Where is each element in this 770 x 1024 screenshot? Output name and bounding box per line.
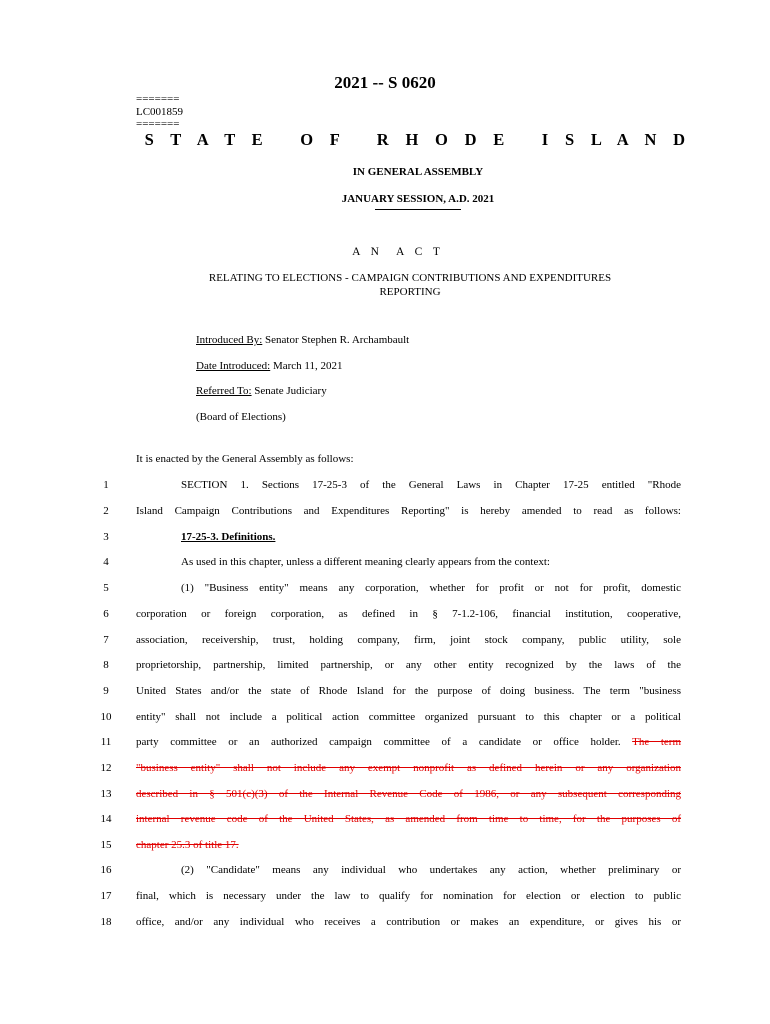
date-introduced-label: Date Introduced: <box>196 360 271 372</box>
board-note: (Board of Elections) <box>196 411 286 423</box>
bill-line <box>0 711 770 731</box>
bill-line <box>0 505 770 525</box>
relating-line-2: REPORTING <box>379 286 441 298</box>
line-text: association, receivership, trust, holding company, firm, joint stock company, public utility, sole <box>136 634 681 646</box>
line-text: (1) "Business entity" means any corporation, whether for profit or not for profit, domestic <box>181 582 681 594</box>
line-number: 14 <box>100 813 112 825</box>
assembly-heading: IN GENERAL ASSEMBLY <box>352 166 484 178</box>
line-text: proprietorship, partnership, limited partnership, or any other entity recognized by the laws of the <box>136 659 681 671</box>
line-number: 4 <box>103 556 109 568</box>
enacting-clause: It is enacted by the General Assembly as follows: <box>136 453 354 465</box>
line-text: office, and/or any individual who receives a contribution or makes an expenditure, or gives his or <box>136 916 681 928</box>
bill-line <box>0 762 770 782</box>
deleted-text: chapter 25.3 of title 17. <box>136 839 239 851</box>
line-text: Island Campaign Contributions and Expenditures Reporting" is hereby amended to read as follows: <box>136 505 681 517</box>
deleted-text: "business entity" shall not include any exempt nonprofit as defined herein or any organization <box>136 762 681 774</box>
referred-to-label: Referred To: <box>196 385 252 397</box>
line-number: 6 <box>103 608 109 620</box>
lc-rule-top: ======= <box>136 93 180 105</box>
line-number: 8 <box>103 659 109 671</box>
bill-line <box>0 659 770 679</box>
deleted-text: The term <box>632 736 682 748</box>
bill-line <box>0 531 770 551</box>
introduced-by-label: Introduced By: <box>196 334 263 346</box>
bill-line <box>0 813 770 833</box>
lc-number: LC001859 <box>136 105 184 118</box>
line-text-kept: party committee or an authorized campaign committee of a candidate or office holder. <box>136 736 633 748</box>
referred-to-value: Senate Judiciary <box>251 385 327 397</box>
bill-line <box>0 608 770 628</box>
date-introduced <box>196 360 343 372</box>
bill-line <box>0 736 770 756</box>
line-number: 3 <box>103 531 109 543</box>
line-text: SECTION 1. Sections 17-25-3 of the General Laws in Chapter 17-25 entitled "Rhode <box>181 479 681 491</box>
bill-line <box>0 556 770 576</box>
bill-line <box>0 479 770 499</box>
session-heading: JANUARY SESSION, A.D. 2021 <box>341 193 495 205</box>
introduced-by-value: Senator Stephen R. Archambault <box>262 334 410 346</box>
state-title: S T A T E O F R H O D E I S L A N D <box>144 130 692 149</box>
line-number: 1 <box>103 479 109 491</box>
act-heading: A N A C T <box>352 246 444 258</box>
line-text: As used in this chapter, unless a different meaning clearly appears from the context: <box>181 556 550 568</box>
bill-line <box>0 788 770 808</box>
line-number: 18 <box>100 916 112 928</box>
date-introduced-value: March 11, 2021 <box>270 360 343 372</box>
relating-line-1: RELATING TO ELECTIONS - CAMPAIGN CONTRIBUTIONS AND EXPENDITURES <box>208 272 612 284</box>
line-number: 2 <box>103 505 109 517</box>
bill-line <box>0 890 770 910</box>
line-text <box>136 736 681 748</box>
bill-number: 2021 -- S 0620 <box>334 73 436 92</box>
line-number: 15 <box>100 839 112 851</box>
line-number: 11 <box>100 736 112 748</box>
line-number: 10 <box>100 711 112 723</box>
line-text: corporation or foreign corporation, as defined in § 7-1.2-106, financial institution, cooperative, <box>136 608 681 620</box>
line-number: 12 <box>100 762 112 774</box>
line-text: (2) "Candidate" means any individual who undertakes any action, whether preliminary or <box>181 864 681 876</box>
bill-line <box>0 582 770 602</box>
relating-title <box>140 271 680 299</box>
bill-line <box>0 685 770 705</box>
line-number: 16 <box>100 864 112 876</box>
referred-to <box>196 385 327 397</box>
introduced-by <box>196 334 409 346</box>
bill-line <box>0 839 770 859</box>
line-text: final, which is necessary under the law to qualify for nomination for election or election to public <box>136 890 681 902</box>
deleted-text: described in § 501(c)(3) of the Internal Revenue Code of 1986, or any subsequent corresponding <box>136 788 681 800</box>
deleted-text: internal revenue code of the United States, as amended from time to time, for the purposes of <box>136 813 681 825</box>
line-number: 13 <box>100 788 112 800</box>
bill-line <box>0 634 770 654</box>
bill-line <box>0 916 770 936</box>
section-heading: 17-25-3. Definitions. <box>181 531 276 543</box>
session-divider <box>375 209 461 210</box>
line-number: 5 <box>103 582 109 594</box>
lc-block <box>136 93 183 131</box>
line-number: 9 <box>103 685 109 697</box>
line-number: 17 <box>100 890 112 902</box>
bill-line <box>0 864 770 884</box>
line-number: 7 <box>103 634 109 646</box>
line-text: entity" shall not include a political action committee organized pursuant to this chapter or a political <box>136 711 681 723</box>
lc-rule-bottom: ======= <box>136 118 180 130</box>
line-text: United States and/or the state of Rhode Island for the purpose of doing business. The term "business <box>136 685 681 697</box>
